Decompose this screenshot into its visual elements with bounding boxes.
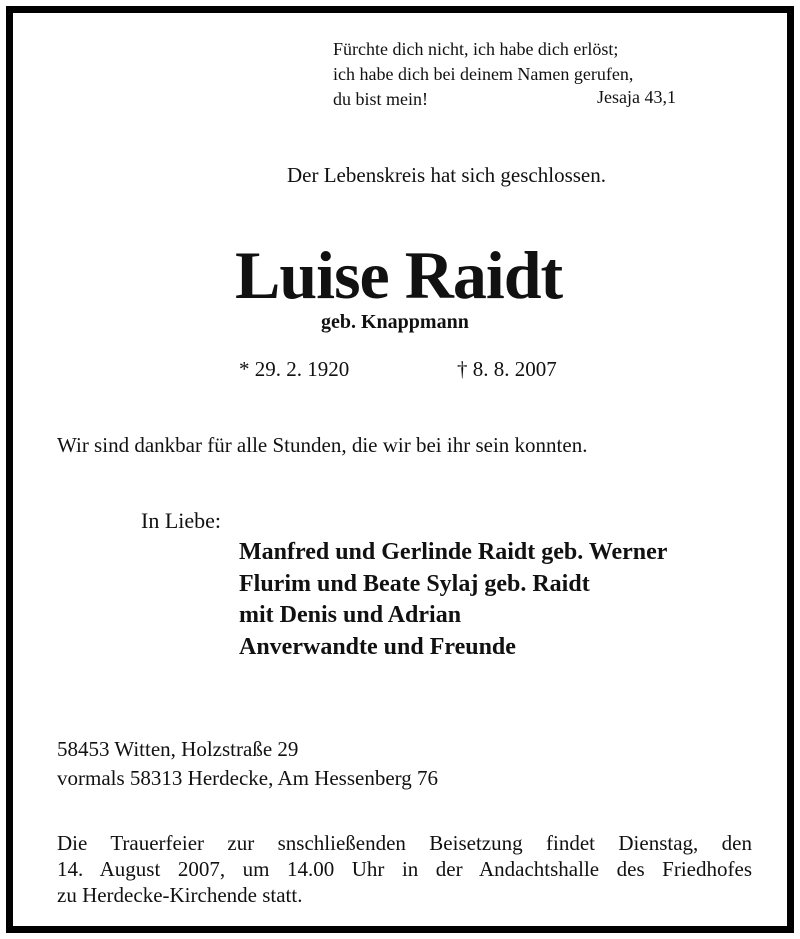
family-address <box>57 735 438 793</box>
funeral-line: 14. August 2007, um 14.00 Uhr in der Andachtshalle des Friedhofes <box>57 857 752 881</box>
mourner-line: Anverwandte und Freunde <box>239 633 516 660</box>
verse-line: ich habe dich bei deinem Namen gerufen, <box>333 64 634 84</box>
mourner-line: Flurim und Beate Sylaj geb. Raidt <box>239 570 590 597</box>
funeral-line: zu Herdecke-Kirchende statt. <box>57 883 303 907</box>
mourner-line: mit Denis und Adrian <box>239 602 462 628</box>
obituary-notice <box>6 6 794 933</box>
current-address: 58453 Witten, Holzstraße 29 <box>57 737 299 761</box>
mourner-line: Manfred und Gerlinde Raidt geb. Werner <box>239 539 668 565</box>
bible-verse <box>333 37 633 112</box>
birth-date: * 29. 2. 1920 <box>239 357 350 381</box>
deceased-name: Luise Raidt <box>235 237 563 313</box>
verse-reference: Jesaja 43,1 <box>597 87 676 107</box>
funeral-details <box>57 830 752 908</box>
verse-line: du bist mein! <box>333 89 428 109</box>
motto: Der Lebenskreis hat sich geschlossen. <box>287 163 606 187</box>
mourners-list <box>239 537 667 663</box>
former-address: vormals 58313 Herdecke, Am Hessenberg 76 <box>57 766 439 790</box>
death-date: † 8. 8. 2007 <box>457 357 557 381</box>
verse-line: Fürchte dich nicht, ich habe dich erlöst; <box>333 39 619 59</box>
in-love-label: In Liebe: <box>141 508 222 533</box>
thanks-text: Wir sind dankbar für alle Stunden, die wir bei ihr sein konnten. <box>57 433 588 457</box>
maiden-name: geb. Knappmann <box>321 311 469 333</box>
funeral-line: Die Trauerfeier zur snschließenden Beisetzung findet Dienstag, den <box>57 831 752 855</box>
